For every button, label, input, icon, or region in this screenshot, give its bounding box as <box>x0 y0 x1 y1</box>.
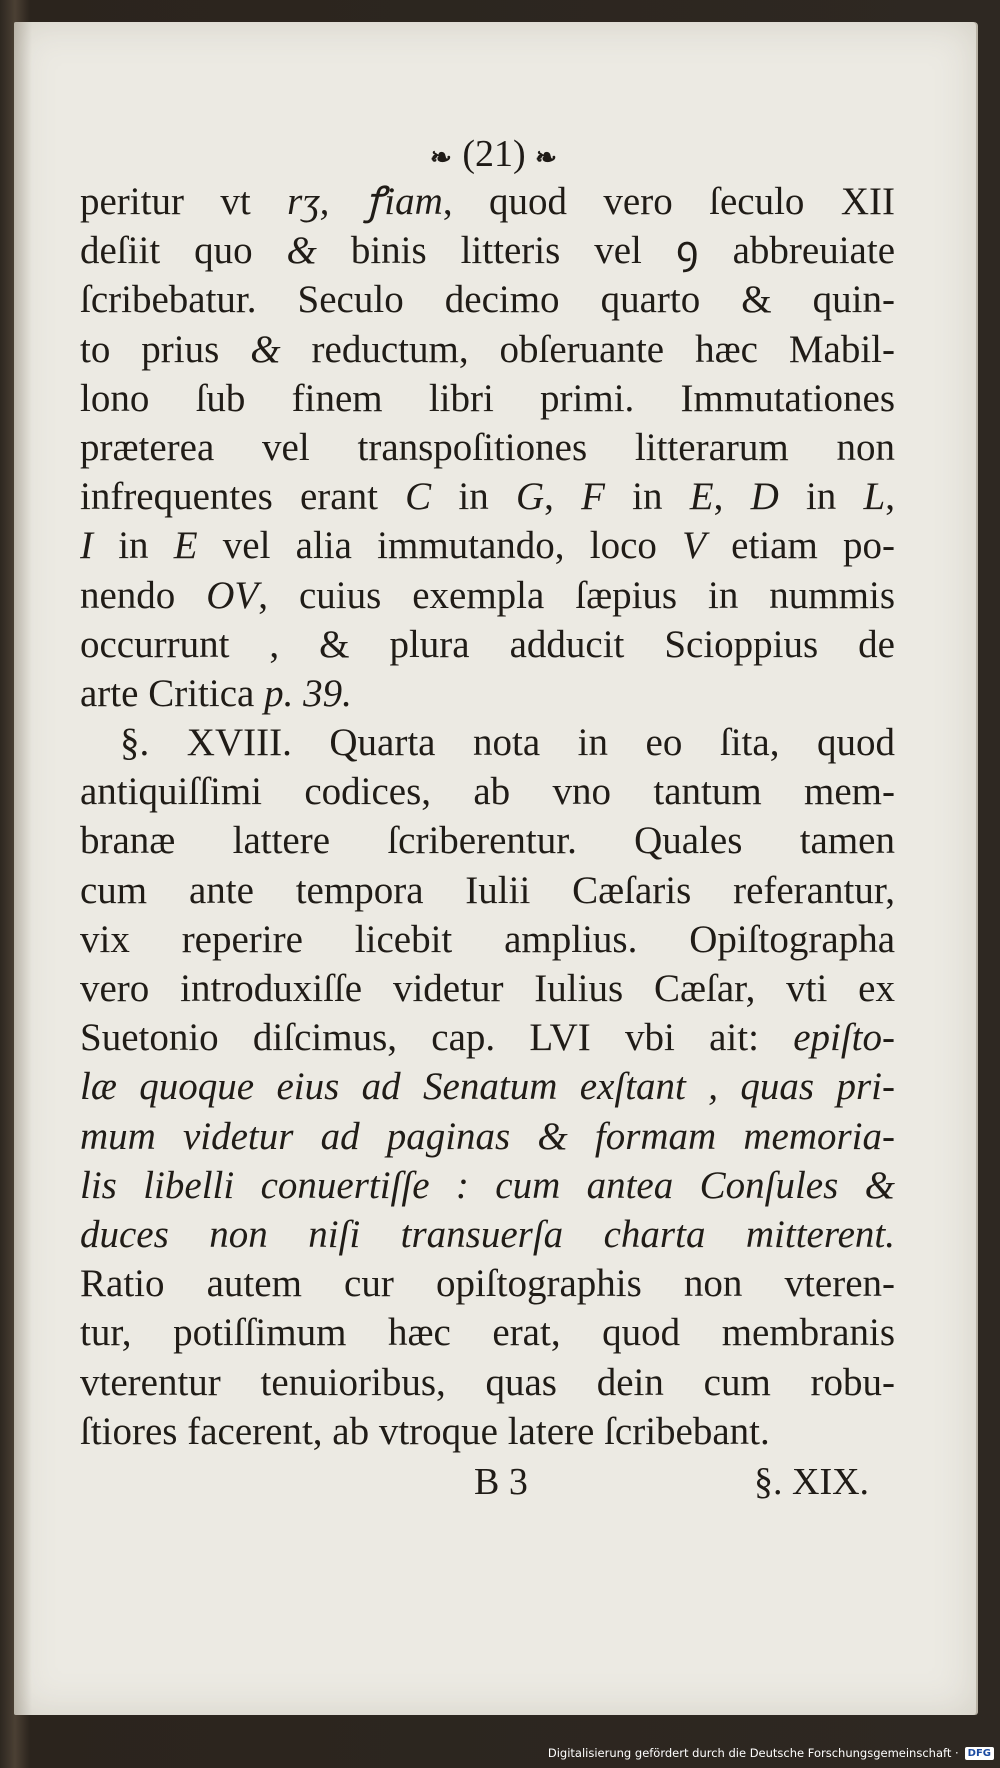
text-run: , <box>544 475 582 519</box>
page-header <box>374 132 614 176</box>
text-run: in <box>431 475 516 519</box>
text-run: branæ lattere ſcriberentur. Quales tamen <box>80 819 895 863</box>
text-run: reductum, obſeruante hæc Mabil- <box>280 327 895 371</box>
digitization-credit <box>548 1744 994 1762</box>
text-line <box>80 620 895 669</box>
italic-run: epiſto- <box>793 1016 895 1060</box>
text-line <box>80 1358 895 1407</box>
italic-run: E <box>689 475 714 519</box>
text-line <box>80 423 895 472</box>
text-run: to prius <box>80 327 251 371</box>
italic-run: p. 39. <box>264 671 352 715</box>
italic-run: V <box>682 524 706 568</box>
italic-run: rʒ, ꝭiam <box>287 180 443 223</box>
italic-run: I <box>80 524 93 568</box>
signature-mark: B 3 <box>474 1461 528 1503</box>
header-ornament-left-icon: ❧ <box>430 143 453 172</box>
italic-run: & <box>286 229 317 273</box>
text-run: infrequentes erant <box>80 475 406 519</box>
text-line <box>80 1210 895 1259</box>
italic-run: mum videtur ad paginas & formam memoria- <box>80 1114 895 1158</box>
italic-run: lis libelli conuertiſſe : cum antea Conſules & <box>80 1163 895 1207</box>
text-line <box>80 767 895 816</box>
text-line <box>80 1062 895 1111</box>
text-run: antiquiſſimi codices, ab vno tantum mem- <box>80 770 895 814</box>
text-run: vel alia immutando, loco <box>197 524 683 568</box>
text-line <box>80 915 895 964</box>
text-run: deſiit quo <box>80 229 287 273</box>
text-line <box>80 571 895 620</box>
text-run: vterentur tenuioribus, quas dein cum robu- <box>80 1360 895 1404</box>
text-run: etiam po- <box>705 524 895 568</box>
text-line <box>80 1161 895 1210</box>
text-run: , <box>713 475 751 519</box>
text-line <box>80 472 895 521</box>
page-number: (21) <box>462 133 526 175</box>
text-line <box>80 964 895 1013</box>
credit-text: Digitalisierung gefördert durch die Deutsche Forschungsgemeinschaft · <box>547 1746 959 1760</box>
text-run: in <box>93 524 174 568</box>
text-line <box>80 226 895 275</box>
text-run: lono ſub finem libri primi. Immutationes <box>80 376 895 420</box>
italic-run: G <box>515 475 545 519</box>
text-run: in <box>778 475 864 519</box>
text-line <box>80 1112 895 1161</box>
text-run: cum ante tempora Iulii Cæſaris referantur, <box>80 868 895 912</box>
text-line <box>80 866 895 915</box>
italic-run: C <box>405 475 432 519</box>
text-line <box>80 374 895 423</box>
text-line <box>80 177 895 226</box>
dfg-logo-icon: DFG <box>965 1747 994 1760</box>
text-line <box>80 1308 895 1357</box>
text-run: ſtiores facerent, ab vtroque latere ſcribebant. <box>80 1409 770 1453</box>
text-line <box>80 1407 895 1456</box>
text-run: , <box>885 475 895 519</box>
text-run: nendo <box>80 573 207 617</box>
text-run: vero introduxiſſe videtur Iulius Cæſar, vti ex <box>80 967 895 1010</box>
catchword: §. XIX. <box>754 1461 870 1503</box>
text-run: præterea vel transpoſitiones litterarum non <box>80 425 895 469</box>
text-run: Ratio autem cur opiſtographis non vteren- <box>80 1262 895 1306</box>
header-ornament-right-icon: ❧ <box>535 143 558 172</box>
italic-run: duces non niſi transuerſa charta mitterent. <box>80 1212 895 1256</box>
text-run: arte Critica <box>80 671 265 715</box>
text-run: , quod vero ſeculo XII <box>442 180 895 223</box>
italic-run: L <box>863 475 886 519</box>
text-run: occurrunt , & plura adducit Scioppius de <box>80 622 895 666</box>
text-line <box>80 669 895 718</box>
text-line <box>80 521 895 570</box>
text-line <box>80 1259 895 1308</box>
text-run: ſcribebatur. Seculo decimo quarto & quin- <box>80 278 895 322</box>
text-run: §. XVIII. Quarta nota in eo ſita, quod <box>120 721 895 765</box>
italic-run: D <box>750 475 779 519</box>
italic-run: OV <box>206 573 259 617</box>
body-text <box>80 177 895 1456</box>
text-line <box>80 275 895 324</box>
text-line <box>80 718 895 767</box>
text-run: , cuius exempla ſæpius in nummis <box>258 573 895 617</box>
text-line <box>80 816 895 865</box>
italic-run: E <box>173 524 198 568</box>
text-line <box>80 1013 895 1062</box>
text-run: tur, potiſſimum hæc erat, quod membranis <box>80 1311 895 1355</box>
text-run: peritur vt <box>80 180 288 223</box>
book-page <box>14 22 976 1715</box>
text-run: Suetonio diſcimus, cap. LVI vbi ait: <box>80 1016 794 1060</box>
text-run: in <box>604 475 690 519</box>
text-line <box>80 325 895 374</box>
text-run: vix reperire licebit amplius. Opiſtographa <box>80 917 895 961</box>
italic-run: læ quoque eius ad Senatum exſtant , quas pri- <box>80 1065 895 1109</box>
text-run: binis litteris vel ꝯ abbreuiate <box>316 229 895 273</box>
italic-run: F <box>581 475 605 519</box>
italic-run: & <box>250 327 281 371</box>
